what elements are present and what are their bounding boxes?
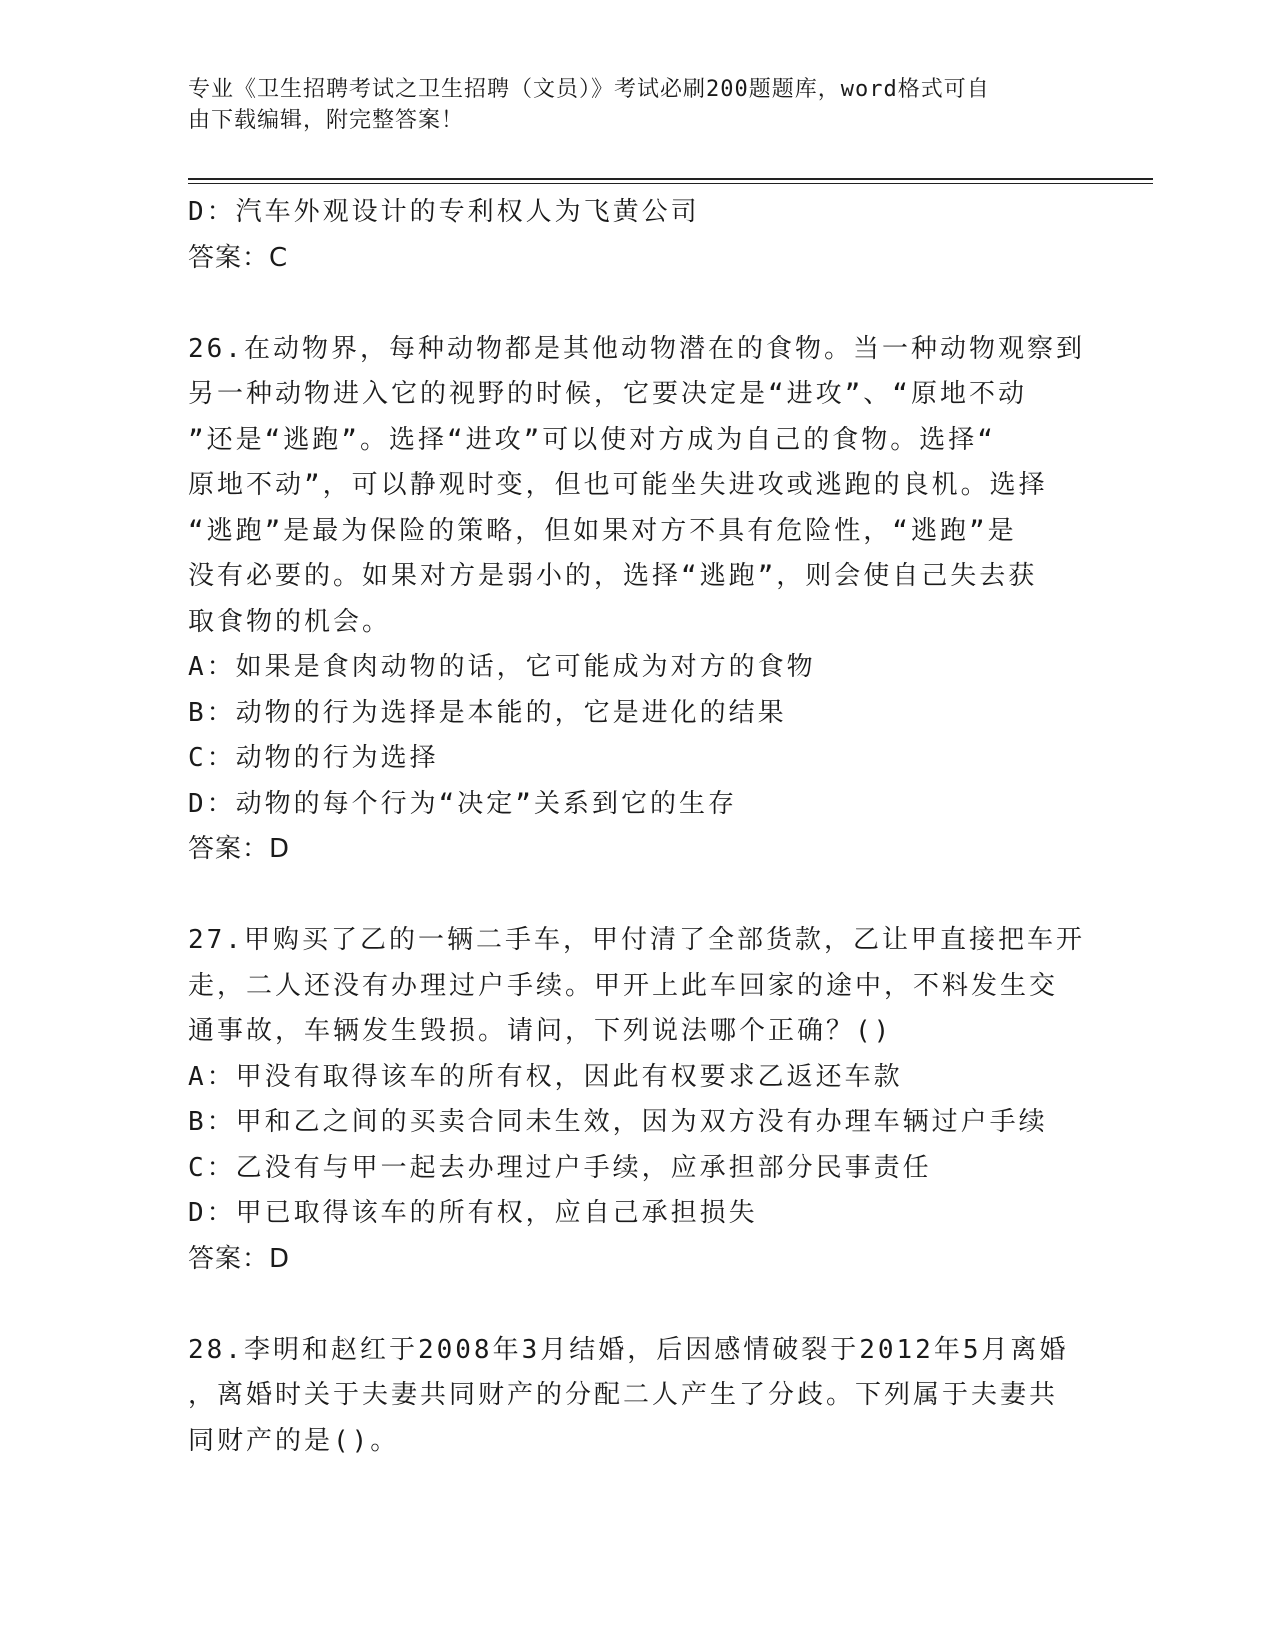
option-c: C：乙没有与甲一起去办理过户手续，应承担部分民事责任 — [188, 1152, 932, 1183]
question-26 — [188, 327, 1088, 873]
page-header — [188, 74, 1068, 136]
spacer — [188, 1282, 1088, 1328]
header-divider-thick — [188, 178, 1153, 180]
question-stem-line: 27.甲购买了乙的一辆二手车，甲付清了全部货款，乙让甲直接把车开 — [188, 925, 1085, 955]
answer-line: 答案：D — [188, 834, 291, 864]
question-25-tail — [188, 190, 1088, 281]
question-stem-line: 通事故，车辆发生毁损。请问，下列说法哪个正确？() — [188, 1016, 893, 1046]
option-b: B：动物的行为选择是本能的，它是进化的结果 — [188, 697, 787, 728]
question-27 — [188, 918, 1088, 1282]
question-stem-line: ”还是“逃跑”。选择“进攻”可以使对方成为自己的食物。选择“ — [188, 424, 996, 455]
answer-line: 答案：D — [188, 1243, 291, 1274]
question-stem-line: ，离婚时关于夫妻共同财产的分配二人产生了分歧。下列属于夫妻共 — [188, 1380, 1059, 1410]
question-28 — [188, 1328, 1088, 1465]
option-d: D：动物的每个行为“决定”关系到它的生存 — [188, 788, 737, 819]
option-d: D：汽车外观设计的专利权人为飞黄公司 — [188, 197, 700, 227]
question-stem-line: “逃跑”是最为保险的策略，但如果对方不具有危险性，“逃跑”是 — [188, 515, 1017, 546]
spacer — [188, 281, 1088, 327]
option-c: C：动物的行为选择 — [188, 743, 439, 773]
question-stem-line: 同财产的是()。 — [188, 1425, 400, 1456]
option-d: D：甲已取得该车的所有权，应自己承担损失 — [188, 1198, 758, 1228]
option-a: A：如果是食肉动物的话，它可能成为对方的食物 — [188, 652, 816, 682]
page-content — [188, 190, 1088, 1464]
option-a: A：甲没有取得该车的所有权，因此有权要求乙返还车款 — [188, 1061, 903, 1092]
header-line-1: 专业《卫生招聘考试之卫生招聘（文员）》考试必刷200题题库，word格式可自 — [188, 77, 990, 102]
question-stem-line: 28.李明和赵红于2008年3月结婚，后因感情破裂于2012年5月离婚 — [188, 1334, 1069, 1365]
question-stem-line: 原地不动”，可以静观时变，但也可能坐失进攻或逃跑的良机。选择 — [188, 470, 1048, 500]
answer-line: 答案：C — [188, 242, 289, 273]
header-line-2: 由下载编辑，附完整答案！ — [188, 108, 465, 133]
question-stem-line: 没有必要的。如果对方是弱小的，选择“逃跑”，则会使自己失去获 — [188, 561, 1038, 591]
option-b: B：甲和乙之间的买卖合同未生效，因为双方没有办理车辆过户手续 — [188, 1107, 1048, 1137]
question-stem-line: 另一种动物进入它的视野的时候，它要决定是“进攻”、“原地不动 — [188, 379, 1027, 409]
question-stem-line: 走，二人还没有办理过户手续。甲开上此车回家的途中，不料发生交 — [188, 970, 1059, 1001]
question-stem-line: 取食物的机会。 — [188, 606, 392, 637]
question-stem-line: 26.在动物界，每种动物都是其他动物潜在的食物。当一种动物观察到 — [188, 333, 1085, 364]
header-divider-thin — [188, 183, 1153, 184]
spacer — [188, 873, 1088, 919]
